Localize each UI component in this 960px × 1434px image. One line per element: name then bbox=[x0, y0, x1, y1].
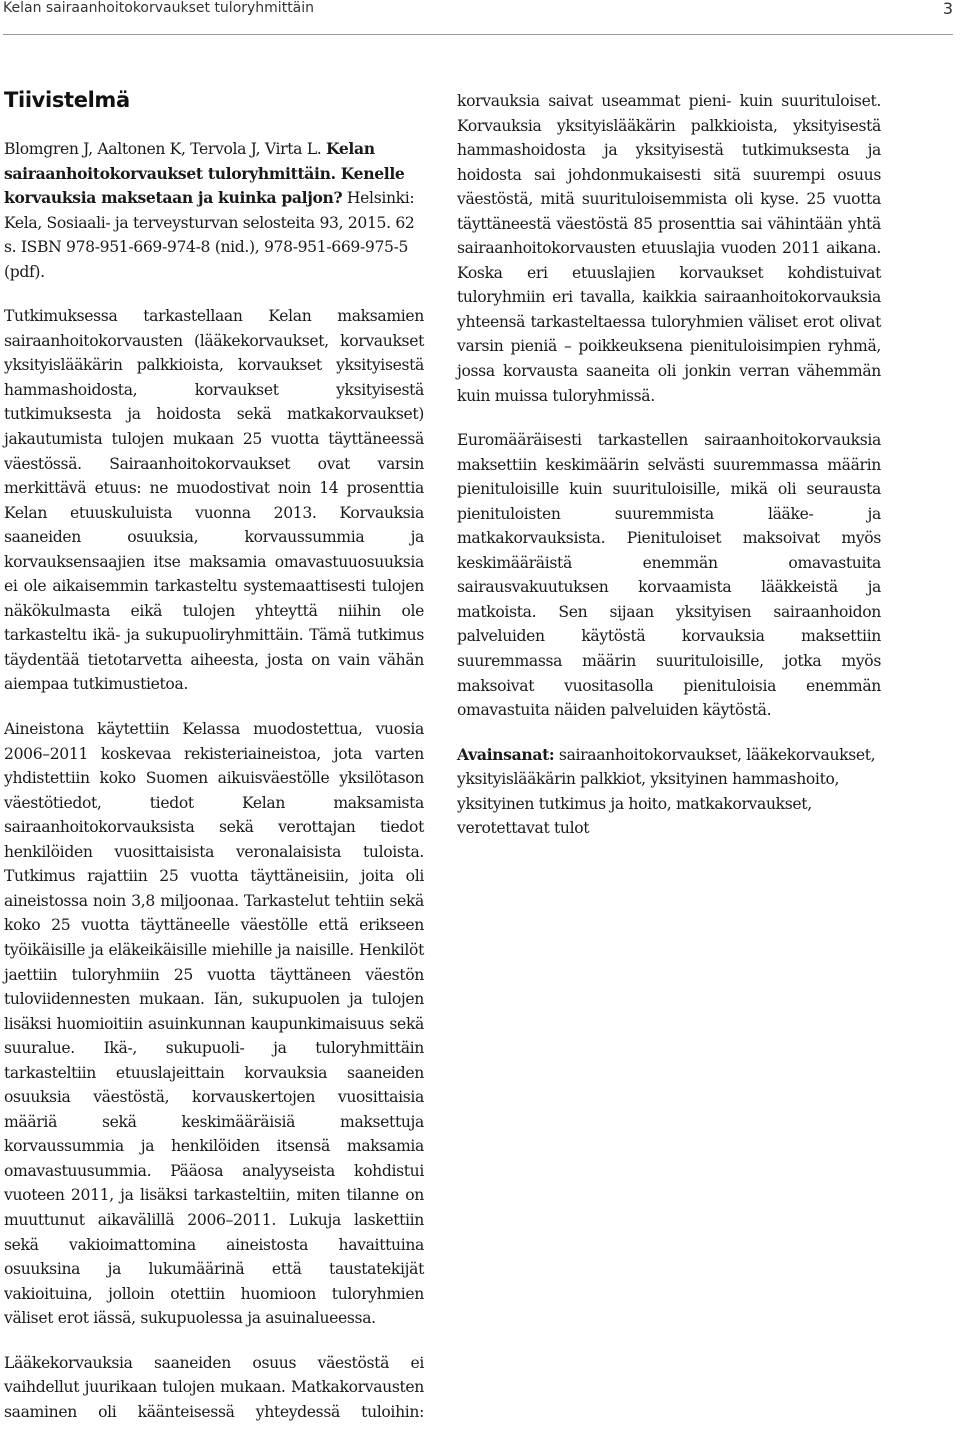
right-column bbox=[457, 89, 881, 861]
paragraph-results: Lääkekorvauksia saaneiden osuus väestöstä ei vaihdellut juurikaan tulojen mukaan. Matkakorvausten saaminen oli käänteisessä yhteydessä tuloihin: bbox=[4, 1353, 424, 1421]
paragraph-results-continued: korvauksia saivat useammat pieni- kuin suurituloiset. Korvauksia yksityislääkärin palkkioista, yksityisestä hammashoidosta ja yksityisestä tutkimuksesta ja hoidosta sai johdonmukaisesti sitä suurempi osuus väestöstä, mitä suurituloisemmista oli kyse. 25 vuotta täyttäneestä väestöstä 85 prosenttia sai vähintään yhtä sairaanhoitokorvausten etuuslajia vuoden 2011 aikana. Koska eri etuuslajien korvaukset kohdistuivat tuloryhmiin eri tavalla, kaikkia sairaanhoitokorvauksia yhteensä tarkasteltaessa tuloryhmien väliset erot olivat varsin pieniä – poikkeuksena pienituloisimpien ryhmä, jossa korvausta saaneita oli jonkin verran vähemmän kuin muissa tuloryhmissä. bbox=[457, 92, 881, 405]
keywords-list: sairaanhoitokorvaukset, lääkekorvaukset, yksityislääkärin palkkiot, yksityinen hammashoito, yksityinen tutkimus ja hoito, matkakorvaukset, verotettavat tulot bbox=[457, 745, 876, 838]
page-number: 3 bbox=[942, 0, 953, 18]
paragraph-study-aim: Tutkimuksessa tarkastellaan Kelan maksamien sairaanhoitokorvausten (lääkekorvaukset, korvaukset yksityislääkärin palkkioista, korvaukset yksityisestä hammashoidosta, korvaukset yksityisestä tutkimuksesta ja hoidosta sekä matkakorvaukset) jakautumista tulojen mukaan 25 vuotta täyttäneessä väestössä. Sairaanhoitokorvaukset ovat varsin merkittävä etuus: ne muodostivat noin 14 prosenttia Kelan etuuskuluista vuonna 2013. Korvauksia saaneiden osuuksia, korvaussummia ja korvauksensaajien itse maksamia omavastuuosuuksia ei ole aikaisemmin tarkasteltu systemaattisesti tulojen näkökulmasta eikä tulojen yhteyttä niihin ole tarkasteltu ikä- ja sukupuoliryhmittäin. Tämä tutkimus täydentää tietotarvetta aiheesta, josta on vain vähän aiempaa tutkimustietoa. bbox=[4, 307, 424, 694]
keywords bbox=[457, 743, 881, 841]
bibliographic-reference bbox=[4, 137, 424, 284]
left-column bbox=[4, 86, 424, 1424]
paragraph-euro-amounts: Euromääräisesti tarkastellen sairaanhoitokorvauksia maksettiin keskimäärin selvästi suuremmassa määrin pienituloisille kuin suurituloisille, mikä oli seurausta pienituloisten suuremmista lääke- ja matkakorvauksista. Pienituloiset maksoivat myös keskimääräistä enemmän omavastuita sairausvakuutuksen korvaamista lääkkeistä ja matkoista. Sen sijaan yksityisen sairaanhoidon palveluiden käytöstä korvauksia maksettiin suuremmassa määrin suurituloisille, jotka myös maksoivat vuositasolla pienituloisia enemmän omavastuita näiden palveluiden käytöstä. bbox=[457, 431, 881, 720]
paragraph-data-methods: Aineistona käytettiin Kelassa muodostettua, vuosia 2006–2011 koskevaa rekisteriaineistoa, jota varten yhdistettiin koko Suomen aikuisväestölle yksilötason väestötiedot, tiedot Kelan maksamista sairaanhoitokorvauksista sekä verottajan tiedot henkilöiden vuosittaisista veronalaisista tuloista. Tutkimus rajattiin 25 vuotta täyttäneisiin, joita oli aineistossa noin 3,8 miljoonaa. Tarkastelut tehtiin sekä koko 25 vuotta täyttäneelle väestölle että erikseen työikäisille ja eläkeikäisille miehille ja naisille. Henkilöt jaettiin tuloryhmiin 25 vuotta täyttäneen väestön tuloviidennesten mukaan. Iän, sukupuolen ja tulojen lisäksi huomioitiin asuinkunnan kaupunkimaisuus sekä suuralue. Ikä-, sukupuoli- ja tuloryhmittäin tarkasteltiin etuuslajeittain korvauksia saaneiden osuuksia väestöstä, korvauskertojen vuosittaisia määriä sekä keskimääräisiä maksettuja korvaussummia ja henkilöiden itsensä maksamia omavastuusummia. Pääosa analyyseista kohdistui vuoteen 2011, ja lisäksi tarkasteltiin, miten tilanne on muuttunut aikavälillä 2006–2011. Lukuja laskettiin sekä vakioimattomina aineistosta havaittuina osuuksina ja lukumäärinä että taustatekijät vakioituina, jolloin otettiin huomioon tuloryhmien väliset erot iässä, sukupuolessa ja asuinalueessa. bbox=[4, 720, 424, 1328]
running-header bbox=[3, 0, 953, 35]
running-title: Kelan sairaanhoitokorvaukset tuloryhmittäin bbox=[3, 0, 315, 16]
reference-title: Kelan sairaanhoitokorvaukset tuloryhmittäin. Kenelle korvauksia maksetaan ja kuinka paljon? bbox=[4, 139, 405, 208]
reference-publication: Helsinki: Kela, Sosiaali- ja terveysturvan selosteita 93, 2015. 62 s. ISBN 978-951-669-974-8 (nid.), 978-951-669-975-5 (pdf). bbox=[4, 189, 415, 281]
section-title: Tiivistelmä bbox=[4, 88, 130, 112]
keywords-label: Avainsanat: bbox=[457, 744, 555, 764]
reference-authors: Blomgren J, Aaltonen K, Tervola J, Virta L. bbox=[4, 140, 326, 158]
